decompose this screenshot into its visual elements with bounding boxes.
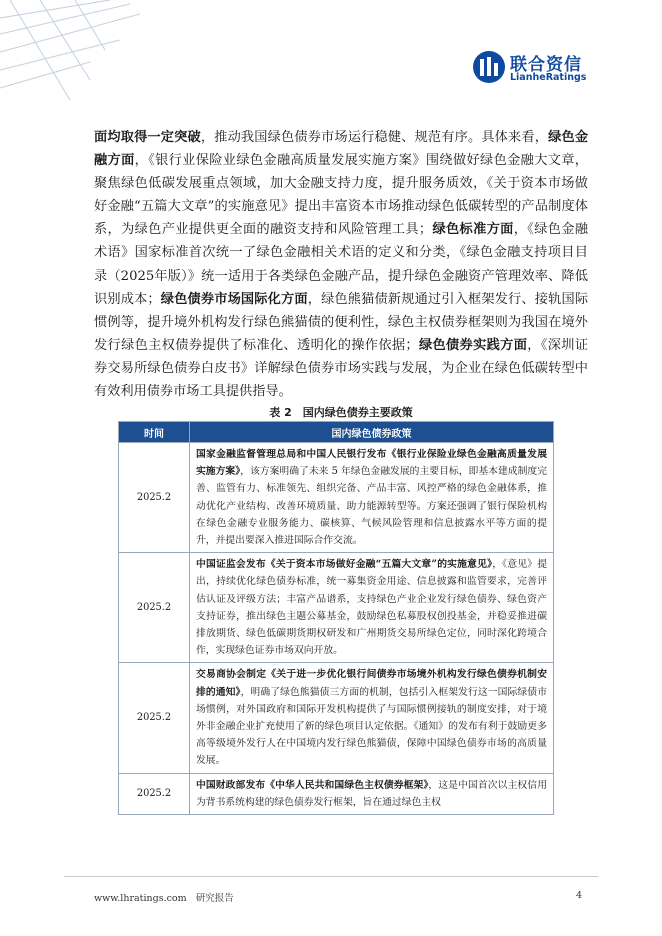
row-policy-title: 中国财政部发布《中华人民共和国绿色主权债券框架》: [196, 779, 429, 791]
row-date: 2025.2: [119, 663, 190, 773]
footer-website-link[interactable]: www.lhratings.com: [94, 893, 187, 904]
row-description: [190, 443, 554, 553]
row-policy-text: ，该方案明确了未来 5 年绿色金融发展的主要目标，即基本建成制度完善、监管有力、标准领先、组织完备、产品丰富、风控严格的绿色金融体系，推动优化产业结构、改善环境质量、助力能源转型等。方案还强调了银行保险机构在绿色金融专业服务能力、碳核算、气候风险管理和信息披露水平等方面的提升，并提出要深入推进国际合作交流。: [196, 466, 547, 547]
policy-table: [118, 421, 554, 815]
row-description: [190, 773, 554, 814]
lianhe-logo-icon: [472, 50, 506, 84]
page-number: 4: [576, 890, 583, 901]
text-run: 绿色债券实践方面: [418, 337, 528, 353]
table-header-row: [119, 422, 554, 443]
row-date: 2025.2: [119, 443, 190, 553]
text-run: 绿色标准方面: [432, 222, 514, 238]
table-row: [119, 773, 554, 814]
body-paragraph: [94, 126, 588, 403]
row-policy-text: ，这是中国首次以主权信用为背书系统构建的绿色债券发行框架，旨在通过绿色主权: [196, 779, 547, 808]
text-run: ，推动我国绿色债券市场运行稳健、规范有序。具体来看，: [200, 130, 549, 145]
footer-report-type: 研究报告: [195, 893, 234, 904]
text-run: ，《深圳证券交易所绿色债券白皮书》详解绿色债券市场实践与发展，为企业在绿色低碳转型中有效利用债券市场工具提供指导。: [94, 337, 589, 400]
text-run: 绿色债券市场国际化方面: [160, 291, 308, 307]
table-row: [119, 553, 554, 663]
company-logo: [472, 50, 602, 90]
text-run: 面均取得一定突破: [94, 130, 201, 145]
row-policy-title: 国家金融监督管理总局和中国人民银行发布《银行业保险业绿色金融高质量发展实施方案》: [196, 449, 547, 478]
logo-chinese-name: 联合资信: [510, 55, 582, 75]
table-caption: 表 2 国内绿色债券主要政策: [269, 406, 413, 419]
table-row: [119, 443, 554, 553]
row-policy-text: ，明确了绿色熊猫债三方面的机制，包括引入框架发行这一国际绿债市场惯例，对外国政府和国际开发机构提供了与国际惯例接轨的制度安排，对于境外非金融企业扩充使用了新的绿色项目认定依据。《通知》的发布有利于鼓励更多高等级境外发行人在中国境内发行绿色熊猫债，保障中国绿色债券市场的高质量发展。: [196, 686, 547, 767]
row-description: [190, 663, 554, 773]
column-header-date: 时间: [119, 422, 190, 443]
footer-divider: [64, 876, 598, 877]
text-run: ，《银行业保险业绿色金融高质量发展实施方案》围绕做好绿色金融大文章，聚焦绿色低碳发展重点领域，加大金融支持力度，提升服务质效，《关于资本市场做好金融“五篇大文章”的实施意见》提出丰富资本市场推动绿色低碳转型的产品制度体系，为绿色产业提供更全面的融资支持和风险管理工具；: [94, 153, 588, 238]
row-date: 2025.2: [119, 773, 190, 814]
corner-decoration: [0, 0, 140, 110]
footer-left: [94, 890, 234, 904]
text-run: ，绿色熊猫债新规通过引入框架发行、接轨国际惯例等，提升境外机构发行绿色熊猫债的便利性，绿色主权债券框架则为我国在境外发行绿色主权债券提供了标准化、透明化的操作依据；: [94, 291, 589, 353]
row-policy-title: 中国证监会发布《关于资本市场做好金融“五篇大文章”的实施意见》: [196, 559, 493, 571]
column-header-policy: 国内绿色债券政策: [190, 422, 554, 443]
logo-english-name: LianheRatings: [510, 72, 587, 83]
row-date: 2025.2: [119, 553, 190, 663]
text-run: 绿色金融方面: [94, 130, 589, 169]
row-policy-title: 交易商协会制定《关于进一步优化银行间债券市场境外机构发行绿色债券机制安排的通知》: [196, 669, 547, 698]
table-row: [119, 663, 554, 773]
row-policy-text: ，《意见》提出，持续优化绿色债券标准，统一募集资金用途、信息披露和监管要求，完善评估认证及评级方法；丰富产品谱系，支持绿色产业企业发行绿色债券、绿色资产支持证券，推出绿色主题公募基金，鼓励绿色私募股权创投基金，并稳妥推进碳排放期货、绿色低碳期货期权研发和广州期货交易所绿色定位，同时深化跨境合作，实现绿色证券市场双向开放。: [196, 559, 547, 657]
row-description: [190, 553, 554, 663]
text-run: ，《绿色金融术语》国家标准首次统一了绿色金融相关术语的定义和分类，《绿色金融支持项目目录（2025年版）》统一适用于各类绿色金融产品，提升绿色金融资产管理效率、降低识别成本；: [94, 222, 589, 307]
